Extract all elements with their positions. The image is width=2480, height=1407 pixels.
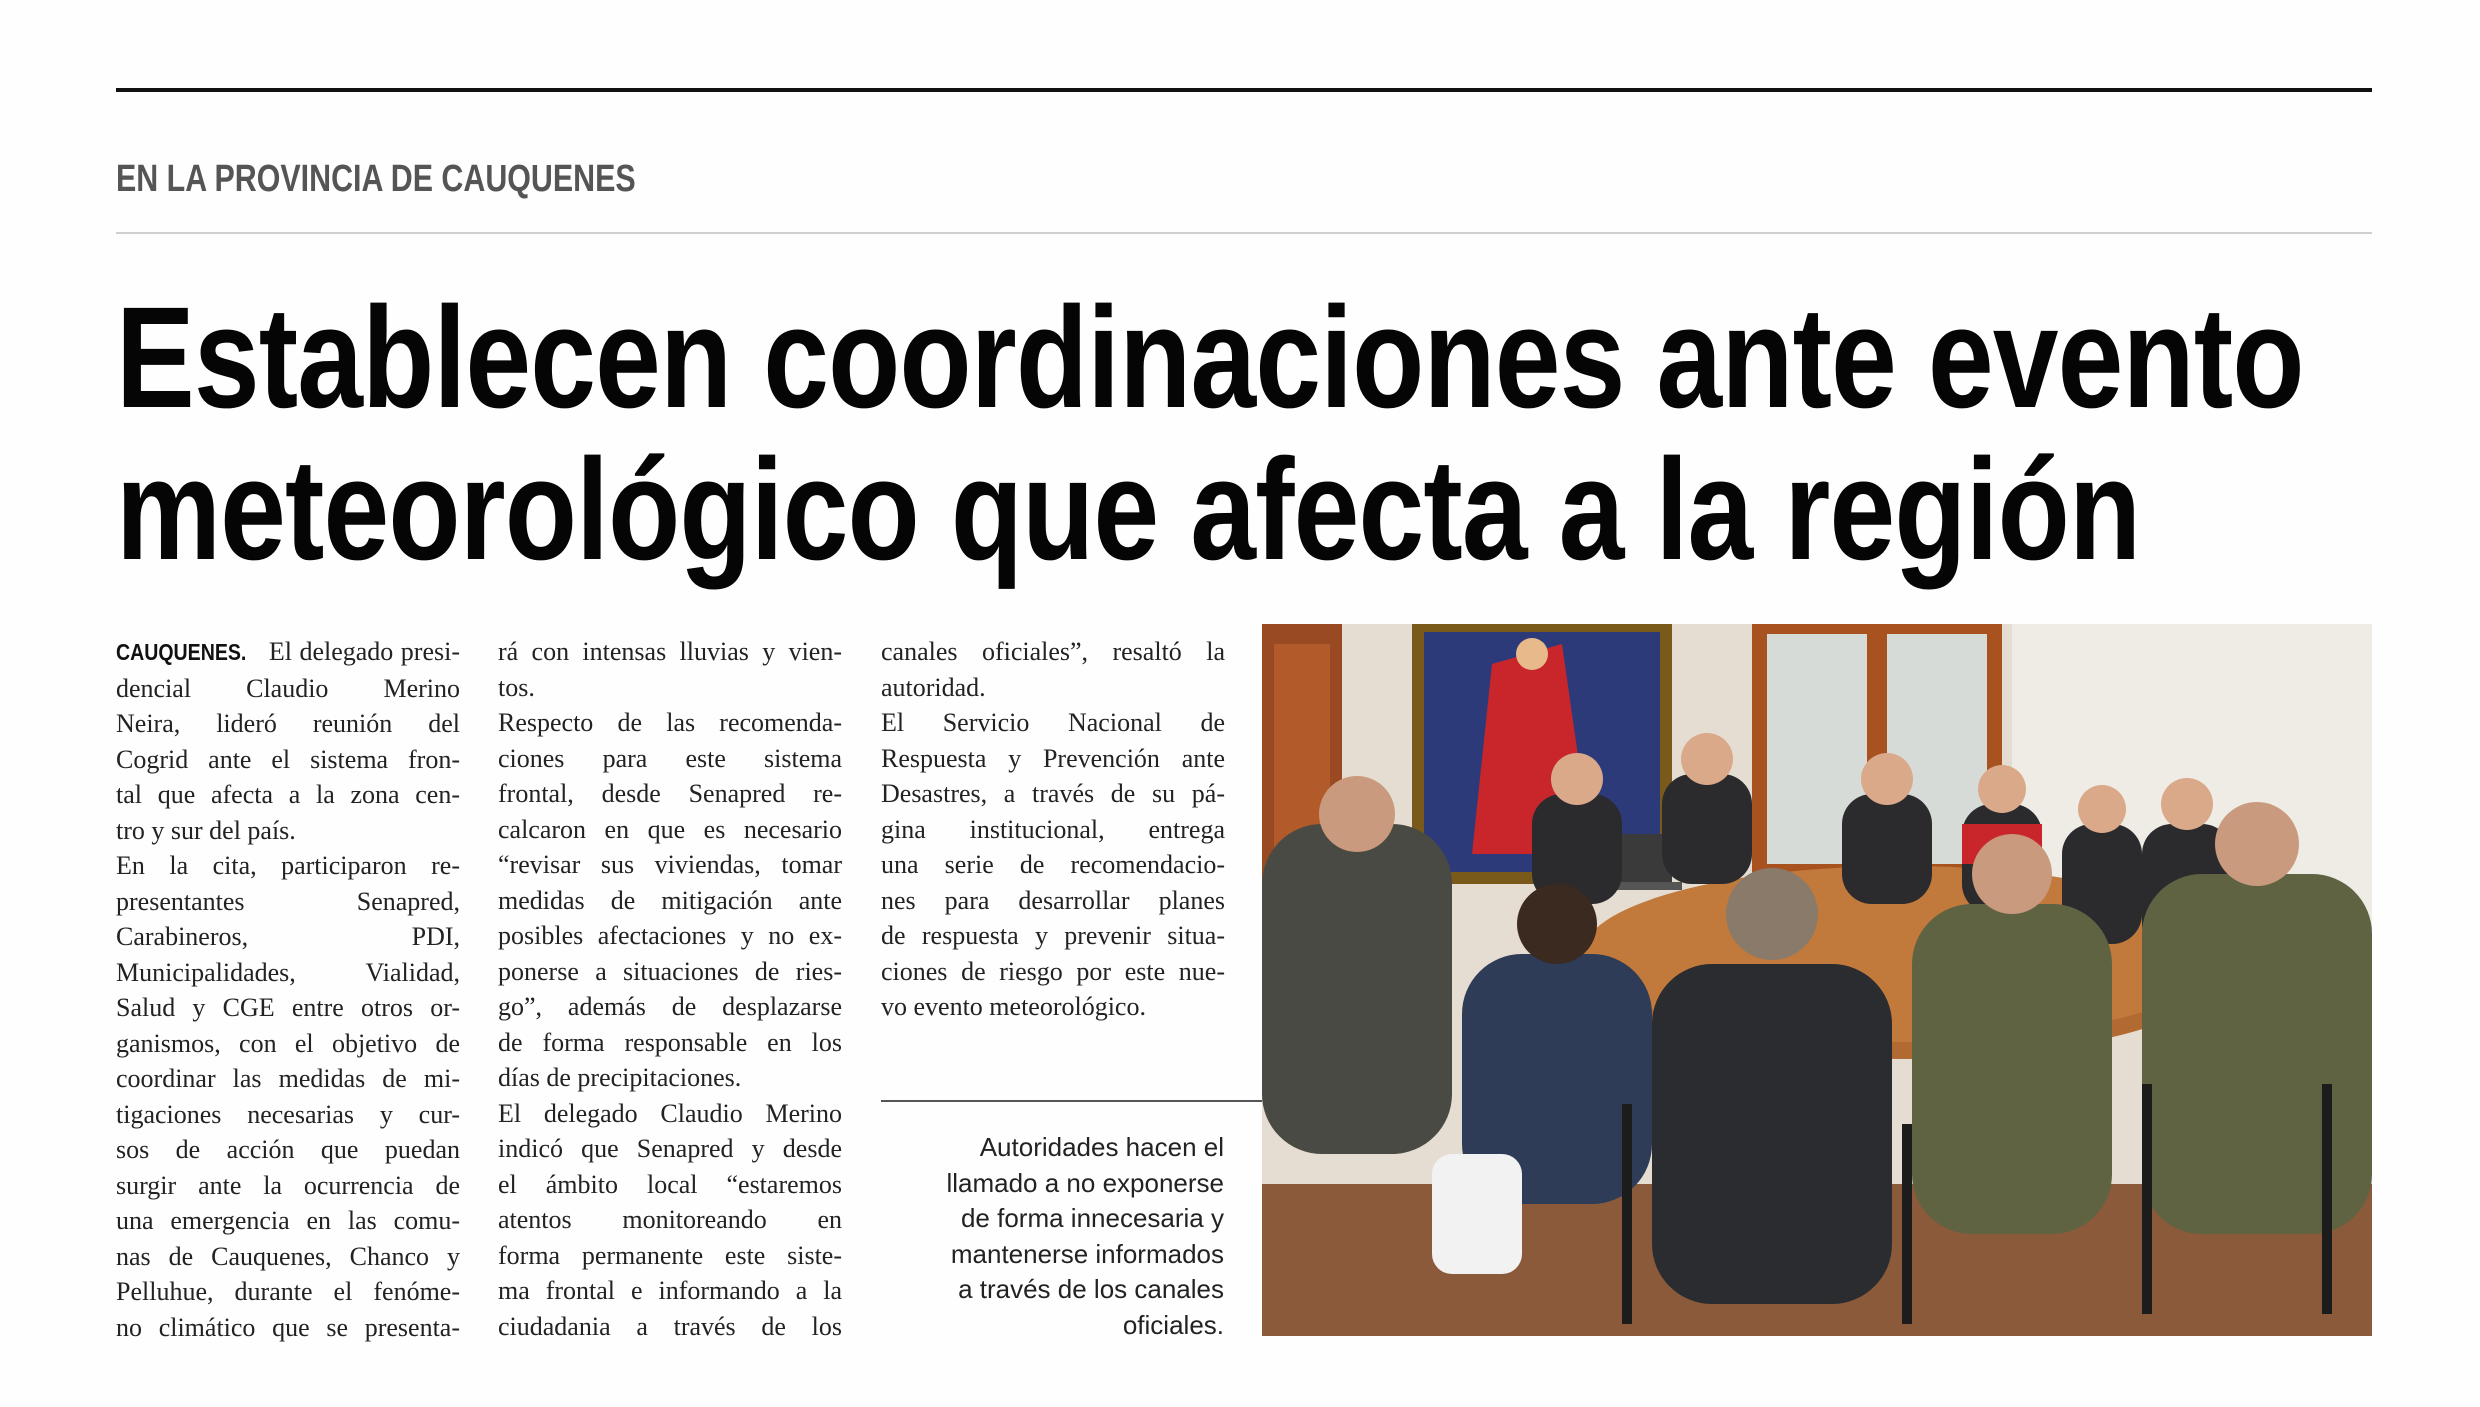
text-line: coordinar las medidas de mi- [116, 1064, 460, 1093]
text-line: medidas de mitigación ante [498, 885, 842, 915]
headline [116, 277, 2412, 590]
text-line: ciones para este sistema [498, 743, 842, 773]
headline-line-1: Establecen coordinaciones ante evento [116, 277, 2304, 438]
text-line: sos de acción que puedan [116, 1135, 460, 1164]
text-line: El Servicio Nacional de [881, 708, 1225, 737]
text-line: de respuesta y prevenir situa- [881, 921, 1225, 950]
text-line: Desastres, a través de su pá- [881, 779, 1225, 808]
text-line: indicó que Senapred y desde [498, 1134, 842, 1163]
text-line: CAUQUENES. El delegado presi- [116, 634, 460, 671]
text-line: posibles afectaciones y no ex- [498, 921, 842, 950]
text-line: tro y sur del país. [116, 815, 296, 845]
caption-line: oficiales. [1122, 1309, 1224, 1340]
dateline: CAUQUENES. [116, 639, 247, 665]
photo-caption [900, 1130, 1224, 1343]
kicker-rule [116, 232, 2372, 234]
text-line: gina institucional, entrega [881, 814, 1225, 844]
text-line: el ámbito local “estaremos [498, 1169, 842, 1199]
text-line: tos. [498, 672, 535, 702]
text-line: Respuesta y Prevención ante [881, 743, 1225, 773]
text-line: go”, además de desplazarse [498, 992, 842, 1021]
text-line: atentos monitoreando en [498, 1205, 842, 1234]
text-line: no climático que se presenta- [116, 1312, 460, 1342]
text-line: nes para desarrollar planes [881, 885, 1225, 915]
text-line: una emergencia en las comu- [116, 1206, 460, 1235]
text-line: vo evento meteorológico. [881, 992, 1146, 1021]
caption-line: Autoridades hacen el [979, 1132, 1224, 1162]
text-line: forma permanente este siste- [498, 1240, 842, 1270]
caption-line: llamado a no exponerse [946, 1167, 1224, 1198]
text-line: ciones de riesgo por este nue- [881, 956, 1225, 986]
text-line: de forma responsable en los [498, 1027, 842, 1057]
text-line: calcaron en que es necesario [498, 814, 842, 844]
meeting-photo [1262, 624, 2372, 1336]
text-line: una serie de recomendacio- [881, 850, 1225, 879]
text-line: Salud y CGE entre otros or- [116, 993, 460, 1022]
text-line: autoridad. [881, 672, 986, 702]
headline-line-2: meteorológico que afecta a la región [116, 429, 2141, 590]
caption-line: de forma innecesaria y [960, 1203, 1224, 1233]
text-line: surgir ante la ocurrencia de [116, 1170, 460, 1200]
caption-line: a través de los canales [958, 1274, 1224, 1304]
text-line: dencial Claudio Merino [116, 673, 460, 703]
text-line: tigaciones necesarias y cur- [116, 1099, 460, 1129]
text-line: ma frontal e informando a la [498, 1276, 842, 1305]
text-line: El delegado Claudio Merino [498, 1098, 842, 1128]
text-line: Neira, lideró reunión del [116, 709, 460, 738]
text-line: “revisar sus viviendas, tomar [498, 850, 842, 879]
caption-rule [881, 1100, 1263, 1102]
text-line: ciudadania a través de los [498, 1311, 842, 1341]
article-column-3 [881, 634, 1225, 1025]
text-line: días de precipitaciones. [498, 1063, 742, 1092]
text-line: canales oficiales”, resaltó la [881, 637, 1225, 666]
caption-line: mantenerse informados [950, 1238, 1224, 1269]
text-line: Respecto de las recomenda- [498, 708, 842, 737]
text-line: En la cita, participaron re- [116, 851, 460, 880]
text-line: Municipalidades, Vialidad, [116, 957, 460, 987]
text-line: nas de Cauquenes, Chanco y [116, 1241, 460, 1271]
text-line: Pelluhue, durante el fenóme- [116, 1277, 460, 1306]
text-line: Carabineros, PDI, [116, 922, 460, 951]
text-line: ganismos, con el objetivo de [116, 1028, 460, 1058]
text-line: presentantes Senapred, [116, 886, 460, 916]
top-rule [116, 88, 2372, 92]
text-line: Cogrid ante el sistema fron- [116, 744, 460, 774]
meeting-photo-illustration [1262, 624, 2372, 1336]
text-line: ponerse a situaciones de ries- [498, 956, 842, 986]
text-line: tal que afecta a la zona cen- [116, 780, 460, 809]
section-kicker: EN LA PROVINCIA DE CAUQUENES [116, 158, 636, 200]
text-line: frontal, desde Senapred re- [498, 779, 842, 808]
article-column-1 [116, 634, 460, 1345]
article-column-2 [498, 634, 842, 1344]
text-line: rá con intensas lluvias y vien- [498, 637, 842, 666]
